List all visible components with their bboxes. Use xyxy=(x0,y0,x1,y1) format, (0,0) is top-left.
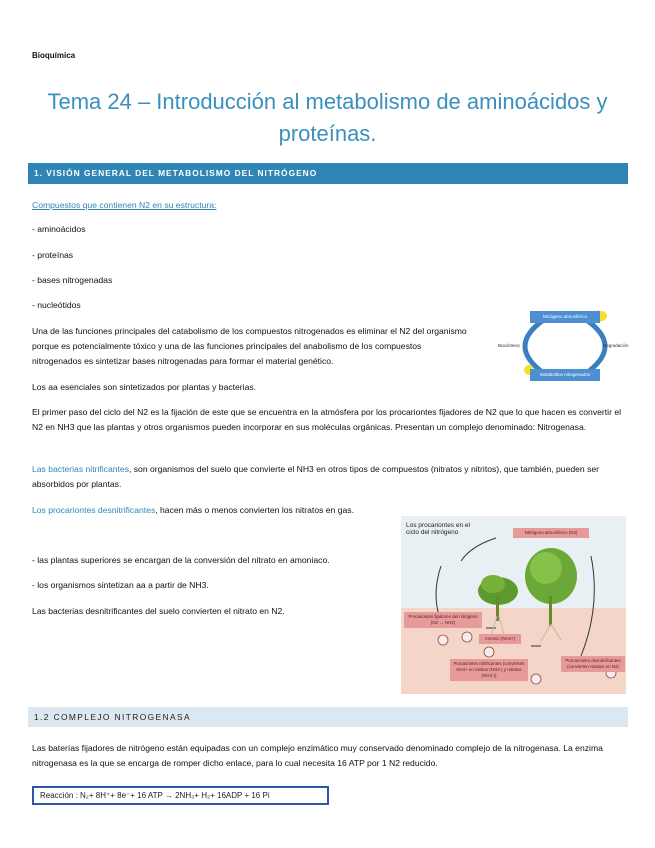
page-title: Tema 24 – Introducción al metabolismo de aminoácidos y proteínas. xyxy=(47,89,608,146)
compound-item: - proteínas xyxy=(32,250,74,260)
paragraph-essential-aa: Los aa esenciales son sintetizados por plantas y bacterias. xyxy=(32,382,257,392)
compound-item: - aminoácidos xyxy=(32,224,86,234)
label-ammonium: Amonio (NH4+) xyxy=(479,634,521,644)
label-nitrifying: Procariontes nitrificantes (convierten NH4+ en nitritos (NO2-) y nitratos (NO3-)) xyxy=(450,659,528,681)
cycle-box-top: Nitrógeno atmosférico xyxy=(530,311,600,323)
denitrifying-highlight: Los procariontes desnitrificantes xyxy=(32,505,156,515)
compounds-heading[interactable]: Compuestos que contienen N2 en su estructura: xyxy=(32,200,217,210)
label-atmospheric-n2: Nitrógeno atmosférico (N2) xyxy=(513,528,589,538)
section-heading-1: 1. VISIÓN GENERAL DEL METABOLISMO DEL NITRÓGENO xyxy=(28,163,628,184)
cycle-label-right: Degradación xyxy=(603,343,629,348)
label-denitrifying: Procariontes desnitrificantes (convierten nitratos en N2) xyxy=(561,656,625,672)
paragraph-soil-bacteria: Las bacterias desnitrificantes del suelo convierten el nitrato en N2. xyxy=(32,606,285,616)
reaction-box: Reacción : N₂+ 8H⁺+ 8e⁻+ 16 ATP → 2NH₃+ H₂+ 16ADP + 16 Pi xyxy=(32,786,329,805)
bullet-organisms: - los organismos sintetizan aa a partir de NH3. xyxy=(32,580,209,590)
cycle-label-left: Biosíntesis xyxy=(498,343,520,348)
paragraph-catabolism: Una de las funciones principales del catabolismo de los compuestos nitrogenados es eliminar el N2 del organismo porque es potencialmente tóxico y una de las funciones principales del anabolismo de los compuestos nitrogenados es sintetizar bases nitrogenadas para formar el material genético. xyxy=(32,326,467,366)
nitrifying-highlight: Las bacterias nitrificantes xyxy=(32,464,129,474)
compound-item: - bases nitrogenadas xyxy=(32,275,113,285)
cycle-box-bottom: Metabolitos nitrogenados xyxy=(530,369,600,381)
bullet-plants: - las plantas superiores se encargan de la conversión del nitrato en amoniaco. xyxy=(32,555,330,565)
figure-title: Los procariontes en el ciclo del nitrógeno xyxy=(406,522,470,536)
subject-label: Bioquímica xyxy=(32,51,76,60)
paragraph-denitrifying: Los procariontes desnitrificantes, hacen más o menos convierten los nitratos en gas. xyxy=(32,505,354,515)
paragraph-nitrogenase: Las baterías fijadores de nitrógeno están equipadas con un complejo enzimático muy conservado denominado complejo de la nitrogenasa. La enzima nitrogenasa es la que se encarga de romper dicho enlace, para lo cual necesita 16 ATP por 1 N2 reducido. xyxy=(32,743,603,768)
nitrogen-cycle-figure xyxy=(495,306,635,386)
prokaryote-cycle-figure xyxy=(401,516,626,694)
compound-item: - nucleótidos xyxy=(32,300,81,310)
paragraph-fixation: El primer paso del ciclo del N2 es la fijación de este que se encuentra en la atmósfera por los procariontes fijadores de N2 que lo que hacen es convertir el N2 en NH3 que las plantas y otros organismos pueden incorporar en sus moléculas orgánicas. Presentan un complejo denominado: Nitrogenasa. xyxy=(32,407,622,432)
paragraph-nitrifying: Las bacterias nitrificantes, son organismos del suelo que convierte el NH3 en otros tipos de compuestos (nitratos y nitritos), que también, pueden ser absorbidos por plantas. xyxy=(32,464,600,489)
section-heading-2: 1.2 COMPLEJO NITROGENASA xyxy=(28,707,628,727)
label-fixing-prokaryotes: Procariontes fijadores del nitrógeno (N2 → NH3) xyxy=(404,612,482,628)
